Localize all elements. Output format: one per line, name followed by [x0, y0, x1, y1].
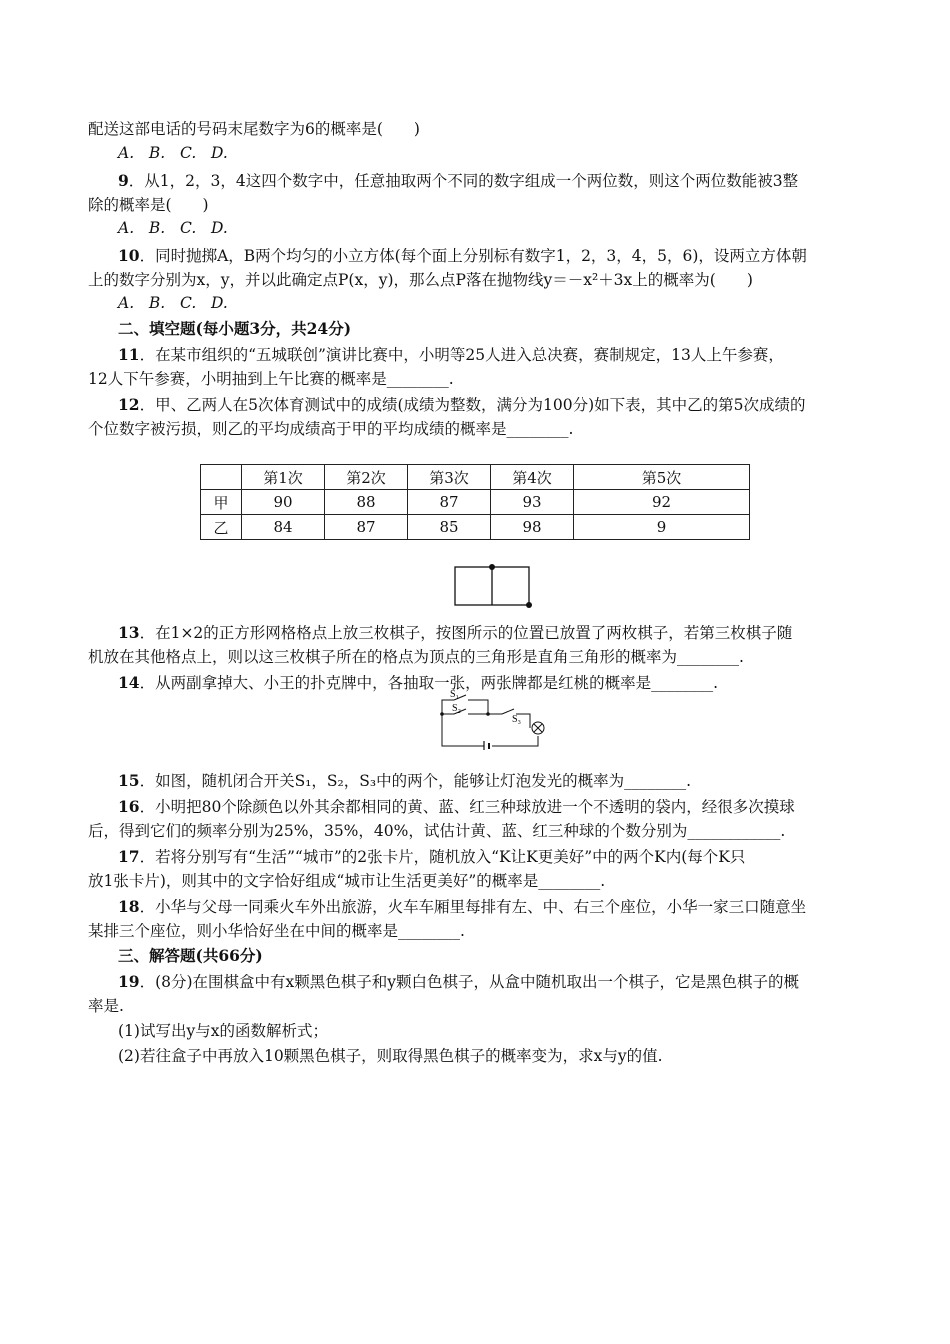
table-cell: 87 — [325, 515, 408, 540]
switch-s3-label: S₃ — [512, 714, 522, 725]
table-cell: 84 — [242, 515, 325, 540]
q18-line2: 某排三个座位，则小华恰好坐在中间的概率是________. — [88, 922, 465, 940]
q12-number: 12 — [118, 395, 140, 414]
q9-text: ．从1，2，3，4这四个数字中，任意抽取两个不同的数字组成一个两位数，则这个两位数能被3整 — [128, 172, 799, 190]
q18-line1 — [118, 896, 898, 918]
table-cell: 92 — [574, 490, 750, 515]
table-header-cell: 第2次 — [325, 465, 408, 490]
table-cell: 甲 — [201, 490, 242, 515]
q16-text: ．小明把80个除颜色以外其余都相同的黄、蓝、红三种球放进一个不透明的袋内，经很多次摸球 — [139, 798, 795, 816]
option-c: C. — [180, 219, 197, 237]
q9-line1 — [118, 170, 898, 192]
q19-line2: 率是. — [88, 997, 124, 1015]
table-header-row — [201, 465, 750, 490]
circuit-wire — [442, 714, 484, 746]
q16-line1 — [118, 796, 898, 818]
q14-text: ．从两副拿掉大、小王的扑克牌中，各抽取一张，两张牌都是红桃的概率是________. — [139, 674, 719, 692]
circuit-wire — [492, 736, 538, 746]
section-answer-heading: 三、解答题(共66分) — [118, 946, 263, 965]
option-d: D. — [211, 144, 228, 162]
q12-line2: 个位数字被污损，则乙的平均成绩高于甲的平均成绩的概率是________. — [88, 420, 574, 438]
option-b: B. — [148, 219, 166, 237]
switch-s1-label: S₁ — [450, 689, 460, 700]
q10-options — [118, 292, 228, 314]
score-table — [200, 464, 750, 540]
table-cell: 乙 — [201, 515, 242, 540]
q19-sub2: (2)若往盒子中再放入10颗黑色棋子，则取得黑色棋子的概率变为，求x与y的值. — [118, 1047, 663, 1065]
option-b: B. — [148, 144, 166, 162]
q9-number: 9 — [118, 171, 129, 190]
q11-line1 — [118, 344, 898, 366]
q7-options — [118, 142, 228, 164]
q19-sub1: (1)试写出y与x的函数解析式； — [118, 1022, 328, 1040]
q19-number: 19 — [118, 972, 140, 991]
table-header-cell: 第4次 — [491, 465, 574, 490]
q13-number: 13 — [118, 623, 140, 642]
table-header-cell: 第3次 — [408, 465, 491, 490]
q18-number: 18 — [118, 897, 140, 916]
table-cell: 85 — [408, 515, 491, 540]
q17-line1 — [118, 846, 898, 868]
q10-line1 — [118, 245, 898, 267]
option-c: C. — [180, 294, 197, 312]
table-cell: 98 — [491, 515, 574, 540]
table-cell: 88 — [325, 490, 408, 515]
q15-text: ．如图，随机闭合开关S₁，S₂，S₃中的两个，能够让灯泡发光的概率为________. — [139, 772, 692, 790]
circuit-figure — [432, 688, 552, 750]
q16-number: 16 — [118, 797, 140, 816]
section-fill-in-heading: 二、填空题(每小题3分，共24分) — [118, 319, 352, 338]
q14-number: 14 — [118, 673, 140, 692]
q13-line1 — [118, 622, 898, 644]
option-a: A. — [118, 219, 135, 237]
option-d: D. — [211, 294, 228, 312]
option-b: B. — [148, 294, 166, 312]
table-header-cell: 第5次 — [574, 465, 750, 490]
table-row — [201, 490, 750, 515]
q15-number: 15 — [118, 771, 140, 790]
grid-figure — [450, 562, 538, 612]
circuit-wire — [468, 700, 488, 714]
q7-tail: 配送这部电话的号码末尾数字为6的概率是( ) — [88, 120, 420, 138]
q15-line1 — [118, 770, 898, 792]
q11-number: 11 — [118, 345, 140, 364]
option-a: A. — [118, 294, 135, 312]
q17-text: ．若将分别写有“生活”“城市”的2张卡片，随机放入“K让K更美好”中的两个K内(每个K只 — [139, 848, 746, 866]
table-row — [201, 515, 750, 540]
q9-line2: 除的概率是( ) — [88, 196, 209, 214]
q19-text: ．(8分)在围棋盒中有x颗黑色棋子和y颗白色棋子，从盒中随机取出一个棋子，它是黑色棋子的概 — [139, 973, 800, 991]
q11-line2: 12人下午参赛，小明抽到上午比赛的概率是________. — [88, 370, 454, 388]
q10-number: 10 — [118, 246, 140, 265]
q17-number: 17 — [118, 847, 140, 866]
junction-dot — [486, 712, 490, 716]
table-cell: 9 — [574, 515, 750, 540]
q11-text: ．在某市组织的“五城联创”演讲比赛中，小明等25人进入总决赛，赛制规定，13人上午参赛， — [139, 346, 784, 364]
q18-text: ．小华与父母一同乘火车外出旅游，火车车厢里每排有左、中、右三个座位，小华一家三口随意坐 — [139, 898, 807, 916]
q10-line2: 上的数字分别为x，y，并以此确定点P(x，y)，那么点P落在抛物线y＝－x²＋3x上的概率为( ) — [88, 271, 753, 289]
q10-text: ．同时抛掷A，B两个均匀的小立方体(每个面上分别标有数字1，2，3，4，5，6)，设两立方体朝 — [139, 247, 807, 265]
option-d: D. — [211, 219, 228, 237]
table-header-cell: 第1次 — [242, 465, 325, 490]
q17-line2: 放1张卡片)，则其中的文字恰好组成“城市让生活更美好”的概率是________. — [88, 872, 606, 890]
switch-s2-label: S₂ — [452, 703, 462, 714]
table-header-cell — [201, 465, 242, 490]
option-c: C. — [180, 144, 197, 162]
q13-line2: 机放在其他格点上，则以这三枚棋子所在的格点为顶点的三角形是直角三角形的概率为________. — [88, 648, 744, 666]
option-a: A. — [118, 144, 135, 162]
q19-line1 — [118, 971, 898, 993]
q12-text: ．甲、乙两人在5次体育测试中的成绩(成绩为整数，满分为100分)如下表，其中乙的第5次成绩的 — [139, 396, 806, 414]
chess-piece-dot — [526, 602, 532, 608]
q13-text: ．在1×2的正方形网格格点上放三枚棋子，按图所示的位置已放置了两枚棋子，若第三枚棋子随 — [139, 624, 793, 642]
q9-options — [118, 217, 228, 239]
junction-dot — [440, 712, 444, 716]
table-cell: 90 — [242, 490, 325, 515]
q16-line2: 后，得到它们的频率分别为25%，35%，40%，试估计黄、蓝、红三种球的个数分别为____________. — [88, 822, 786, 840]
table-cell: 93 — [491, 490, 574, 515]
table-cell: 87 — [408, 490, 491, 515]
chess-piece-dot — [489, 564, 495, 570]
q12-line1 — [118, 394, 898, 416]
